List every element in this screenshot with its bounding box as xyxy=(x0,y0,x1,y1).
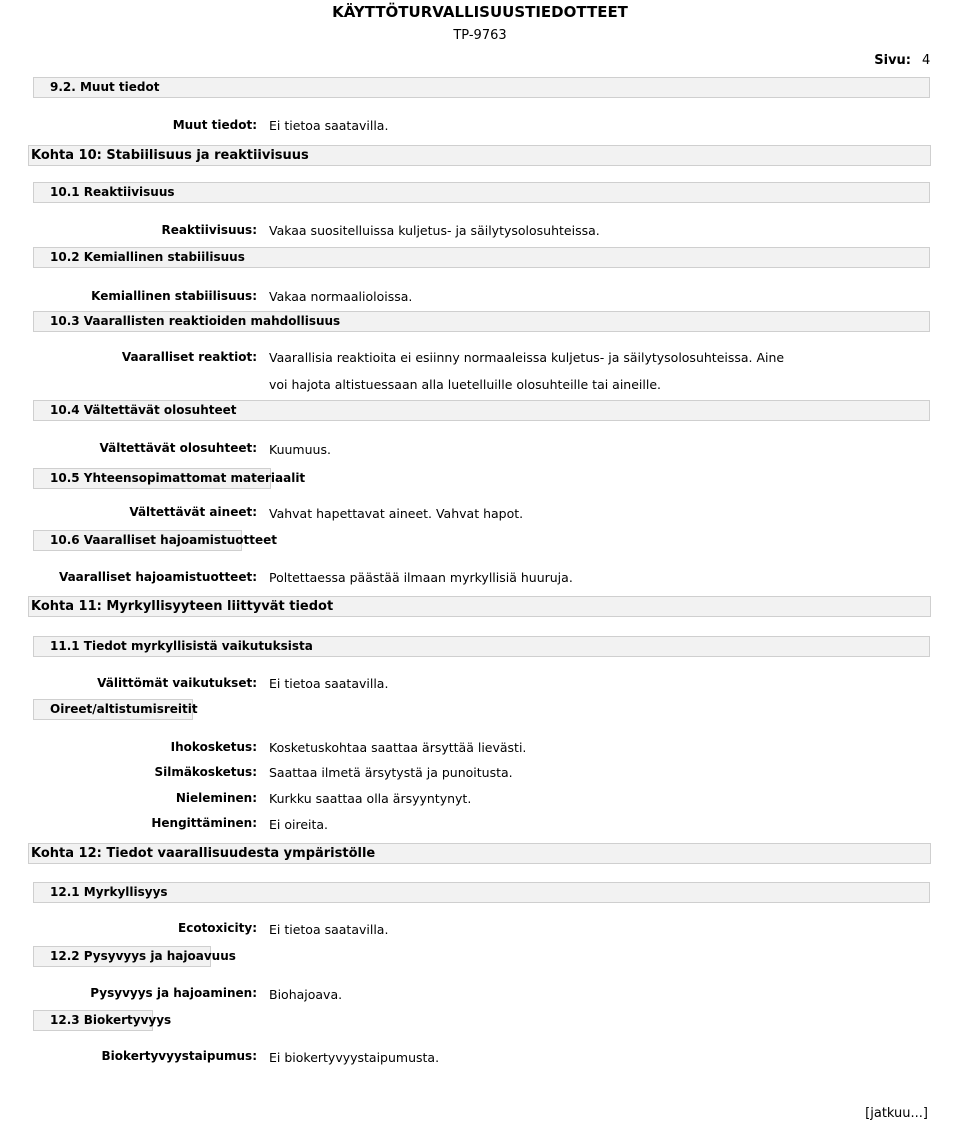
inhalation-label: Hengittäminen: xyxy=(151,816,257,830)
ecotoxicity-value: Ei tietoa saatavilla. xyxy=(269,922,389,937)
subsection-heading-10-6: 10.6 Vaaralliset hajoamistuotteet xyxy=(33,530,242,551)
subsection-heading-10-1: 10.1 Reaktiivisuus xyxy=(33,182,930,203)
stability-label: Kemiallinen stabiilisuus: xyxy=(91,289,257,303)
subsection-heading-10-3: 10.3 Vaarallisten reaktioiden mahdollisuus xyxy=(33,311,930,332)
subsection-heading-10-5: 10.5 Yhteensopimattomat materiaalit xyxy=(33,468,271,489)
continued-marker: [jatkuu...] xyxy=(865,1106,928,1121)
section-heading-11: Kohta 11: Myrkyllisyyteen liittyvät tiedot xyxy=(28,596,931,617)
section-heading-12: Kohta 12: Tiedot vaarallisuudesta ympäristölle xyxy=(28,843,931,864)
subsection-heading-10-4: 10.4 Vältettävät olosuhteet xyxy=(33,400,930,421)
document-number: TP-9763 xyxy=(453,28,507,43)
page-number: 4 xyxy=(922,53,931,68)
document-title: KÄYTTÖTURVALLISUUSTIEDOTTEET xyxy=(332,3,628,21)
persistence-value: Biohajoava. xyxy=(269,987,343,1002)
skin-contact-label: Ihokosketus: xyxy=(170,740,257,754)
incompatible-materials-value: Vahvat hapettavat aineet. Vahvat hapot. xyxy=(269,506,524,521)
persistence-label: Pysyvyys ja hajoaminen: xyxy=(90,986,257,1000)
ingestion-value: Kurkku saattaa olla ärsyyntynyt. xyxy=(269,791,472,806)
decomposition-products-label: Vaaralliset hajoamistuotteet: xyxy=(58,570,257,584)
conditions-to-avoid-label: Vältettävät olosuhteet: xyxy=(99,441,257,455)
subsection-heading-10-2: 10.2 Kemiallinen stabiilisuus xyxy=(33,247,930,268)
immediate-effects-value: Ei tietoa saatavilla. xyxy=(269,676,389,691)
immediate-effects-label: Välittömät vaikutukset: xyxy=(97,676,257,690)
bioaccumulation-label: Biokertyvyystaipumus: xyxy=(101,1049,257,1063)
exposure-routes-heading: Oireet/altistumisreitit xyxy=(33,699,193,720)
other-info-value: Ei tietoa saatavilla. xyxy=(269,118,389,133)
hazardous-reactions-value-line1: Vaarallisia reaktioita ei esiinny normaaleissa kuljetus- ja säilytysolosuhteissa. Aine xyxy=(269,350,785,365)
subsection-heading-12-1: 12.1 Myrkyllisyys xyxy=(33,882,930,903)
subsection-heading-12-2: 12.2 Pysyvyys ja hajoavuus xyxy=(33,946,211,967)
inhalation-value: Ei oireita. xyxy=(269,817,329,832)
eye-contact-label: Silmäkosketus: xyxy=(154,765,257,779)
reactivity-value: Vakaa suositelluissa kuljetus- ja säilytysolosuhteissa. xyxy=(269,223,600,238)
other-info-label: Muut tiedot: xyxy=(172,118,257,132)
reactivity-label: Reaktiivisuus: xyxy=(161,223,257,237)
page-label: Sivu: xyxy=(874,53,911,68)
stability-value: Vakaa normaalioloissa. xyxy=(269,289,413,304)
section-heading-10: Kohta 10: Stabiilisuus ja reaktiivisuus xyxy=(28,145,931,166)
subsection-heading-9-2: 9.2. Muut tiedot xyxy=(33,77,930,98)
skin-contact-value: Kosketuskohtaa saattaa ärsyttää lievästi. xyxy=(269,740,527,755)
bioaccumulation-value: Ei biokertyvyystaipumusta. xyxy=(269,1050,440,1065)
hazardous-reactions-label: Vaaralliset reaktiot: xyxy=(121,350,257,364)
conditions-to-avoid-value: Kuumuus. xyxy=(269,442,331,457)
hazardous-reactions-value-line2: voi hajota altistuessaan alla luetelluille olosuhteille tai aineille. xyxy=(269,377,662,392)
incompatible-materials-label: Vältettävät aineet: xyxy=(129,505,257,519)
decomposition-products-value: Poltettaessa päästää ilmaan myrkyllisiä huuruja. xyxy=(269,570,573,585)
eye-contact-value: Saattaa ilmetä ärsytystä ja punoitusta. xyxy=(269,765,513,780)
ingestion-label: Nieleminen: xyxy=(175,791,257,805)
ecotoxicity-label: Ecotoxicity: xyxy=(178,921,257,935)
subsection-heading-11-1: 11.1 Tiedot myrkyllisistä vaikutuksista xyxy=(33,636,930,657)
subsection-heading-12-3: 12.3 Biokertyvyys xyxy=(33,1010,153,1031)
